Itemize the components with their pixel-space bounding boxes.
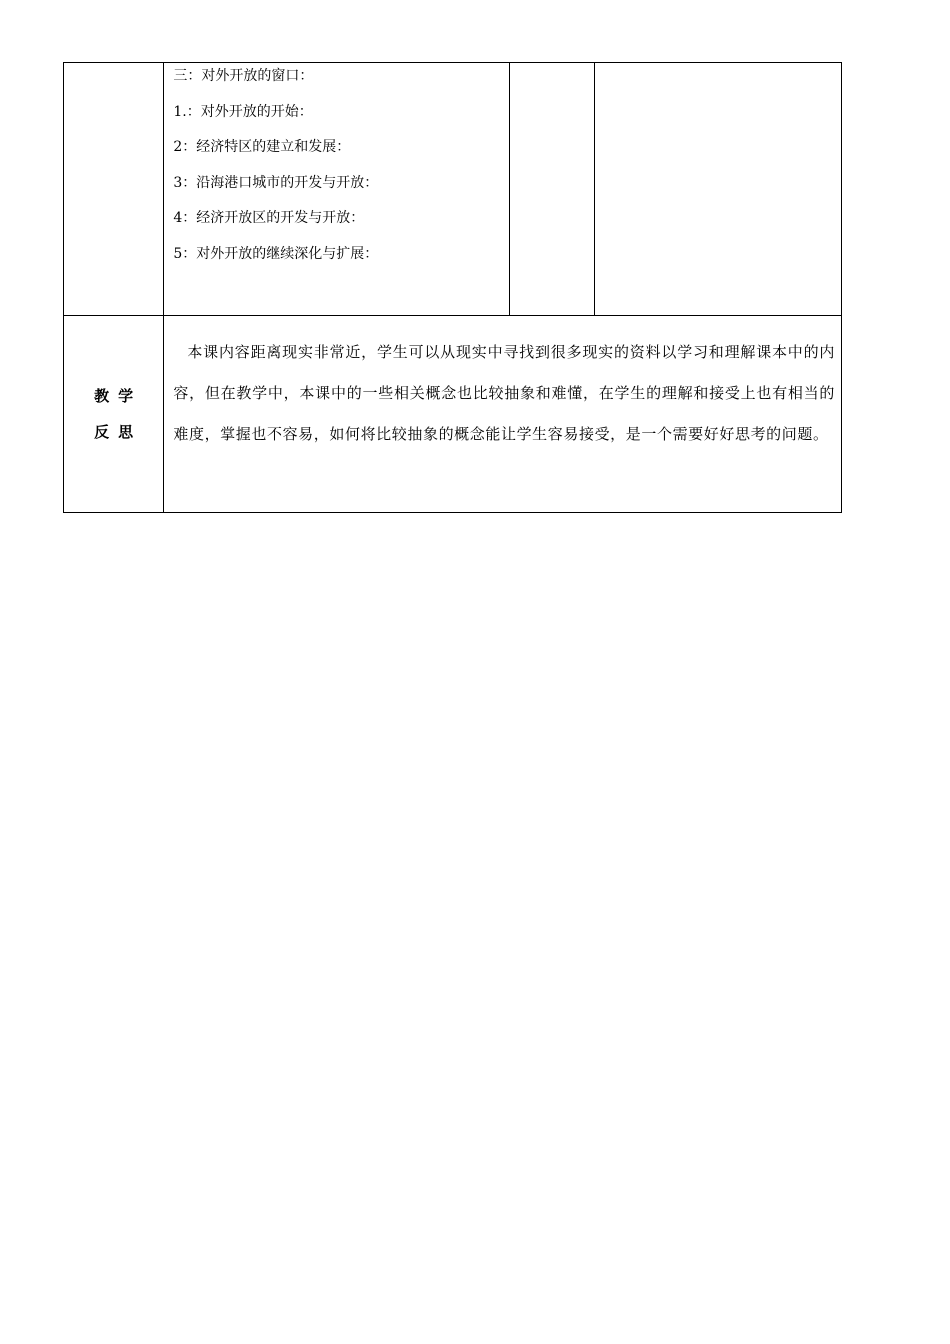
- outline-content-cell: [164, 63, 509, 316]
- outline-label-cell: [64, 63, 164, 316]
- outline-item: 5：对外开放的继续深化与扩展：: [173, 245, 379, 262]
- outline-empty-cell-4: [595, 63, 842, 316]
- outline-item: 2：经济特区的建立和发展：: [173, 139, 351, 156]
- reflection-text: 本课内容距离现实非常近，学生可以从现实中寻找到很多现实的资料以学习和理解课本中的内容，但在教学中，本课中的一些相关概念也比较抽象和难懂，在学生的理解和接受上也有相当的难度，掌握也不容易，如何将比较抽象的概念能让学生容易接受，是一个需要好好思考的问题。: [173, 343, 835, 443]
- reflection-row: [64, 316, 842, 513]
- outline-item: 4：经济开放区的开发与开放：: [173, 210, 365, 227]
- outline-row: [64, 63, 842, 316]
- reflection-label-cell: [64, 316, 164, 513]
- outline-empty-cell-3: [509, 63, 594, 316]
- outline-heading: 三：对外开放的窗口：: [173, 68, 314, 84]
- reflection-label-line1: 教学: [94, 387, 143, 405]
- reflection-content-cell: [164, 316, 842, 513]
- lesson-plan-table: [63, 62, 842, 513]
- outline-list: [164, 63, 508, 263]
- outline-item: 3：沿海港口城市的开发与开放：: [173, 174, 379, 191]
- outline-item: 1.：对外开放的开始：: [173, 103, 313, 120]
- reflection-label-line2: 反思: [94, 423, 143, 441]
